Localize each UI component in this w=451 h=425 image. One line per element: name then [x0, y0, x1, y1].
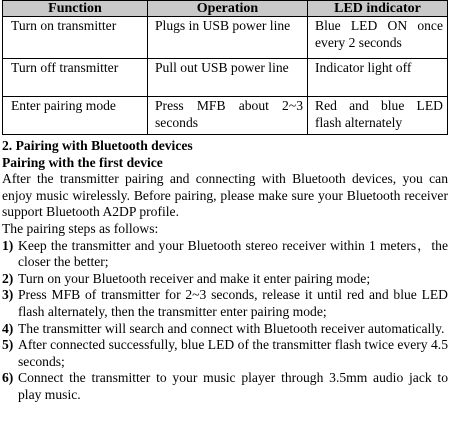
step-text: After connected successfully, blue LED of the transmitter flash twice every 4.5 seconds; [18, 337, 448, 369]
table-cell-operation: Pull out USB power line [148, 59, 308, 97]
step-number: 4) [2, 320, 14, 336]
table-cell-led: Indicator light off [308, 59, 448, 97]
header-operation: Operation [148, 1, 308, 17]
step-number: 2) [2, 270, 14, 286]
table-row [3, 17, 448, 59]
step-text: Press MFB of transmitter for 2~3 seconds, release it until red and blue LED flash alternately, then the transmitter enter pairing mode; [18, 287, 448, 319]
table-cell-operation: Plugs in USB power line [148, 17, 308, 59]
list-item [2, 287, 448, 320]
table-cell-function: Turn off transmitter [3, 59, 148, 97]
header-led-indicator: LED indicator [308, 1, 448, 17]
step-text: Keep the transmitter and your Bluetooth stereo receiver within 1 meters，the closer the better; [18, 237, 448, 270]
header-function: Function [3, 1, 148, 17]
pairing-steps-list [2, 238, 448, 404]
list-item [2, 321, 448, 338]
table-header-row [3, 1, 448, 17]
step-number: 1) [2, 237, 14, 253]
step-text: Turn on your Bluetooth receiver and make it enter pairing mode; [18, 270, 371, 286]
table-cell-led: Red and blue LED flash alternately [308, 97, 448, 135]
intro-paragraph: After the transmitter pairing and connecting with Bluetooth devices, you can enjoy music wirelessly. Before pairing, please make sure your Bluetooth receiver support Bluetooth A2DP profile. [2, 171, 448, 220]
step-number: 6) [2, 370, 14, 386]
table-cell-function: Enter pairing mode [3, 97, 148, 135]
list-item [2, 238, 448, 271]
section-title: 2. Pairing with Bluetooth devices [2, 138, 193, 153]
table-cell-function: Turn on transmitter [3, 17, 148, 59]
table-row [3, 97, 448, 135]
step-number: 3) [2, 287, 14, 303]
table-row [3, 59, 448, 97]
step-text: Connect the transmitter to your music player through 3.5mm audio jack to play music. [18, 370, 448, 402]
steps-intro: The pairing steps as follows: [2, 220, 159, 236]
list-item [2, 271, 448, 288]
pairing-section [2, 138, 448, 404]
step-number: 5) [2, 337, 14, 353]
section-subtitle: Pairing with the first device [2, 154, 163, 170]
list-item [2, 370, 448, 403]
table-cell-led: Blue LED ON once every 2 seconds [308, 17, 448, 59]
table-cell-operation: Press MFB about 2~3 seconds [148, 97, 308, 135]
list-item [2, 337, 448, 370]
step-text: The transmitter will search and connect with Bluetooth receiver automatically. [18, 320, 445, 336]
function-table [2, 0, 448, 135]
